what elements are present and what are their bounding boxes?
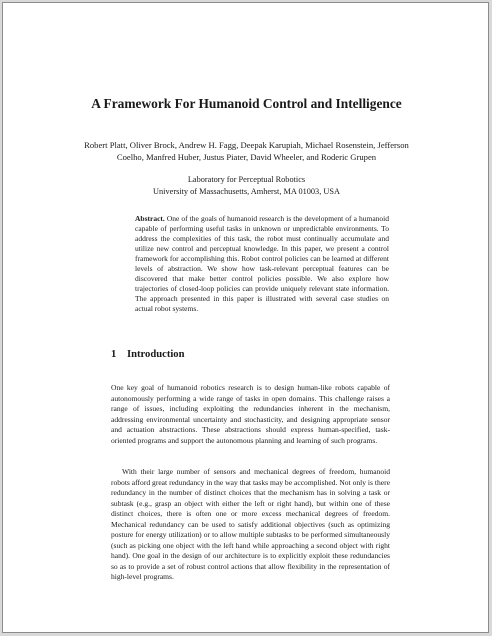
section-heading: [111, 348, 185, 361]
section-number: 1: [111, 349, 117, 360]
abstract-text: One of the goals of humanoid research is the development of a humanoid capable of performing useful tasks in unknown or unpredictable environments. To address the complexities of this task, the robot must continually accumulate and utilize new control and perceptual knowledge. In this paper, we present a control framework for accomplishing this. Robot control policies can be learned at different levels of abstraction. We show how task-relevant perceptual features can be discovered that make better control policies possible. We also explore how trajectories of closed-loop policies can provide uniquely relevant state information. The approach presented in this paper is illustrated with several case studies on actual robot systems.: [135, 214, 390, 314]
body-paragraph-1: One key goal of humanoid robotics research is to design human-like robots capable of autonomously performing a wide range of tasks in open domains. This challenge raises a range of issues, including exploiting the redundancies inherent in the mechanism, addressing environmental uncertainty and stochasticity, and designing appropriate sensor and actuation abstractions. These abstractions should express human-specified, task-oriented programs and support the autonomous planning and learning of such programs.: [111, 383, 390, 445]
body-paragraph-2: With their large number of sensors and mechanical degrees of freedom, humanoid robots afford great redundancy in the way that tasks may be accomplished. Not only is there redundancy in the number of distinct choices that the mechanism has in solving a task or subtask (e.g., grasp an object with either the left or right hand), but within one of these distinct choices, there is often one or more excess mechanical degrees of freedom. Mechanical redundancy can be used to satisfy additional objectives (such as optimizing posture for energy utilization) or to allow multiple subtasks to be performed simultaneously (such as picking one object with the left hand while approaching a second object with right hand). One goal in the design of our architecture is to explicitly exploit these redundancies so as to provide a set of robust control actions that allow flexibility in the representation of high-level programs.: [111, 467, 390, 582]
author-list: Robert Platt, Oliver Brock, Andrew H. Fagg, Deepak Karupiah, Michael Rosenstein, Jefferson Coelho, Manfred Huber, Justus Piater, David Wheeler, and Roderic Grupen: [84, 140, 409, 163]
affiliation-lab: Laboratory for Perceptual Robotics: [187, 175, 306, 184]
affiliation: [93, 174, 400, 198]
affiliation-university: University of Massachusetts, Amherst, MA 01003, USA: [153, 187, 340, 196]
paper-page: [2, 2, 489, 633]
section-title: Introduction: [127, 349, 185, 360]
paper-title: A Framework For Humanoid Control and Intelligence: [91, 96, 402, 111]
abstract-label: Abstract.: [135, 214, 165, 223]
abstract: [135, 214, 389, 314]
